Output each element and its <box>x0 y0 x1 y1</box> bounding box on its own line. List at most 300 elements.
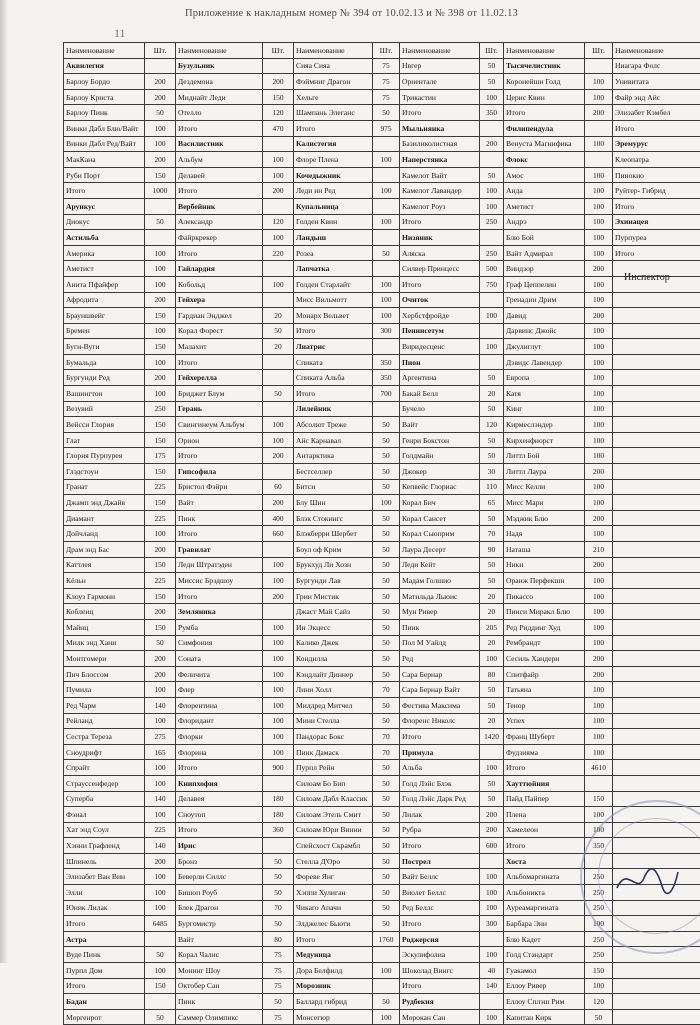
item-name: Гравилат <box>176 542 263 558</box>
item-qty: 100 <box>480 183 504 199</box>
item-qty: 75 <box>373 74 400 90</box>
item-qty: 100 <box>585 245 613 261</box>
table-row <box>64 167 700 183</box>
item-name: Юник Лилак <box>64 900 145 916</box>
item-name: Фудзияма <box>504 744 585 760</box>
item-qty: 50 <box>145 105 176 121</box>
item-name: Итого <box>294 931 373 947</box>
item-name: Леди Штратэден <box>176 557 263 573</box>
item-name: Флорина <box>176 744 263 760</box>
item-name: Вайт Беллс <box>400 869 480 885</box>
item-name: Морозник <box>294 978 373 994</box>
item-qty: 1760 <box>373 931 400 947</box>
item-qty: 50 <box>480 167 504 183</box>
item-qty: 100 <box>480 339 504 355</box>
table-row <box>64 152 700 168</box>
item-qty: 30 <box>480 464 504 480</box>
item-qty: 250 <box>145 401 176 417</box>
item-name: Мун Ривер <box>400 604 480 620</box>
item-name <box>613 1009 700 1025</box>
item-name: Блю Кадет <box>504 931 585 947</box>
item-qty: 250 <box>585 931 613 947</box>
item-name: Пайд Пайпер <box>504 791 585 807</box>
item-name: Барлоу Бордо <box>64 74 145 90</box>
item-name: Спрайт <box>64 760 145 776</box>
item-qty: 50 <box>373 510 400 526</box>
item-name: Лилак <box>400 807 480 823</box>
item-name: Пумила <box>64 682 145 698</box>
item-name: Рудбекия <box>400 994 480 1010</box>
item-name: Джулиглут <box>504 339 585 355</box>
item-qty: 50 <box>373 619 400 635</box>
item-name <box>613 526 700 542</box>
item-qty: 65 <box>480 495 504 511</box>
item-qty: 50 <box>480 775 504 791</box>
item-name: Фэнал <box>64 807 145 823</box>
item-name: Амос <box>504 167 585 183</box>
item-qty: 200 <box>585 510 613 526</box>
item-qty: 100 <box>585 183 613 199</box>
item-qty: 50 <box>263 853 294 869</box>
item-qty: 750 <box>480 276 504 292</box>
item-qty: 250 <box>585 947 613 963</box>
item-name <box>613 495 700 511</box>
item-qty: 100 <box>145 682 176 698</box>
item-name <box>613 978 700 994</box>
item-name: Астра <box>64 931 145 947</box>
item-name: Вайт <box>176 495 263 511</box>
item-name: Мисс Келли <box>504 479 585 495</box>
item-name: Примула <box>400 744 480 760</box>
item-qty: 100 <box>480 651 504 667</box>
item-qty: 350 <box>373 354 400 370</box>
item-qty <box>145 58 176 74</box>
item-qty: 50 <box>145 635 176 651</box>
item-qty <box>145 198 176 214</box>
item-name: Хоста <box>504 853 585 869</box>
item-name: Литтл Бой <box>504 448 585 464</box>
item-qty: 50 <box>585 1009 613 1025</box>
item-qty: 100 <box>585 354 613 370</box>
item-name: Низяник <box>400 230 480 246</box>
item-name: Коронейшн Голд <box>504 74 585 90</box>
item-name: Итого <box>294 323 373 339</box>
item-name: Медуница <box>294 947 373 963</box>
item-qty: 100 <box>585 744 613 760</box>
table-row <box>64 432 700 448</box>
item-name: Плена <box>504 807 585 823</box>
item-qty: 50 <box>263 869 294 885</box>
item-qty <box>373 230 400 246</box>
item-name: Аметист <box>64 261 145 277</box>
item-name: Бристол Фэйри <box>176 479 263 495</box>
item-qty: 50 <box>263 885 294 901</box>
column-header-qty: Шт. <box>145 43 176 59</box>
item-name: Катя <box>504 386 585 402</box>
item-name: Клеопатра <box>613 152 700 168</box>
item-name: Франц Шуберт <box>504 729 585 745</box>
item-name: Голдмайн <box>400 448 480 464</box>
item-name: Флоридант <box>176 713 263 729</box>
item-qty: 50 <box>373 651 400 667</box>
item-qty: 140 <box>145 697 176 713</box>
item-name: Эскулифолиа <box>400 947 480 963</box>
table-row <box>64 604 700 620</box>
item-qty: 275 <box>145 729 176 745</box>
item-name: Бриджет Блум <box>176 386 263 402</box>
item-name: Блэкберри Шербет <box>294 526 373 542</box>
item-qty: 200 <box>263 74 294 90</box>
item-qty: 100 <box>145 386 176 402</box>
item-name: Гайлардия <box>176 261 263 277</box>
item-qty: 75 <box>373 58 400 74</box>
item-qty: 100 <box>263 682 294 698</box>
item-qty: 20 <box>480 713 504 729</box>
item-qty: 205 <box>480 619 504 635</box>
item-qty: 50 <box>373 791 400 807</box>
item-name: Итого <box>64 183 145 199</box>
item-qty: 50 <box>373 760 400 776</box>
item-qty: 50 <box>480 401 504 417</box>
item-name: Хат энд Соул <box>64 822 145 838</box>
item-qty: 100 <box>585 417 613 433</box>
item-name: Дэвидс Лавендер <box>504 354 585 370</box>
item-name: Мисс Мари <box>504 495 585 511</box>
item-name: Аргентина <box>400 370 480 386</box>
item-qty <box>585 775 613 791</box>
item-qty: 70 <box>373 682 400 698</box>
item-qty: 200 <box>145 853 176 869</box>
item-qty: 100 <box>585 573 613 589</box>
item-qty <box>373 136 400 152</box>
item-qty <box>373 401 400 417</box>
item-qty: 50 <box>373 105 400 121</box>
item-name: Вайт Адмирал <box>504 245 585 261</box>
item-qty: 700 <box>373 386 400 402</box>
item-name <box>613 729 700 745</box>
item-qty: 50 <box>480 370 504 386</box>
item-qty: 150 <box>145 464 176 480</box>
item-name: Итого <box>400 978 480 994</box>
table-row <box>64 994 700 1010</box>
item-name: Итого <box>613 120 700 136</box>
item-name: Лини Холл <box>294 682 373 698</box>
item-qty: 200 <box>480 807 504 823</box>
item-name <box>613 713 700 729</box>
item-name: Итого <box>176 448 263 464</box>
item-qty: 50 <box>480 791 504 807</box>
item-name: Бумальда <box>64 354 145 370</box>
item-qty: 250 <box>585 869 613 885</box>
item-name: Пеннисетум <box>400 323 480 339</box>
table-row <box>64 775 700 791</box>
item-name: Итого <box>176 760 263 776</box>
item-name: Вейсси Глория <box>64 417 145 433</box>
item-name: Розеа <box>294 245 373 261</box>
item-qty: 50 <box>373 588 400 604</box>
item-name: Лиатрис <box>294 339 373 355</box>
table-row <box>64 448 700 464</box>
item-name: Сноудрифт <box>64 744 145 760</box>
item-name: Стелла Д'Оро <box>294 853 373 869</box>
item-name: Кэндлайт Диннер <box>294 666 373 682</box>
item-name <box>613 963 700 979</box>
item-qty: 100 <box>145 526 176 542</box>
item-name: Альбоникта <box>504 885 585 901</box>
item-name: Итого <box>176 822 263 838</box>
item-name <box>613 339 700 355</box>
item-name: Калистегия <box>294 136 373 152</box>
item-name: Лаура Десерт <box>400 542 480 558</box>
corner-mark: 11 <box>114 26 126 41</box>
table-row <box>64 74 700 90</box>
item-qty <box>373 339 400 355</box>
item-qty: 165 <box>145 744 176 760</box>
item-name <box>613 401 700 417</box>
item-name: Ред <box>400 651 480 667</box>
item-name: Эремурус <box>613 136 700 152</box>
item-qty: 200 <box>585 308 613 324</box>
item-name: Спиката <box>294 354 373 370</box>
item-qty: 20 <box>480 635 504 651</box>
item-name: Везувий <box>64 401 145 417</box>
item-name: Дарвинс Джойс <box>504 323 585 339</box>
item-qty: 100 <box>585 479 613 495</box>
item-name: Абсолют Треже <box>294 417 373 433</box>
item-name: Суперба <box>64 791 145 807</box>
item-qty: 200 <box>145 651 176 667</box>
item-qty: 100 <box>585 276 613 292</box>
item-name: Дойчланд <box>64 526 145 542</box>
item-name <box>613 510 700 526</box>
item-name: Венуста Магнифика <box>504 136 585 152</box>
item-qty: 100 <box>585 822 613 838</box>
item-name <box>613 448 700 464</box>
item-qty: 200 <box>145 604 176 620</box>
item-name: Моргенрот <box>64 1009 145 1025</box>
item-qty: 100 <box>145 775 176 791</box>
item-qty: 75 <box>263 947 294 963</box>
table-row <box>64 261 700 277</box>
item-name: Глат <box>64 432 145 448</box>
item-name: Генри Бокстон <box>400 432 480 448</box>
item-name <box>613 744 700 760</box>
item-name: Сноутоп <box>176 807 263 823</box>
table-row <box>64 651 700 667</box>
item-qty: 100 <box>145 900 176 916</box>
item-name: Грин Мистик <box>294 588 373 604</box>
item-name: Блу Шин <box>294 495 373 511</box>
item-qty: 40 <box>480 963 504 979</box>
item-qty: 120 <box>263 214 294 230</box>
item-qty: 100 <box>145 245 176 261</box>
item-name: Пинси Миракл Блю <box>504 604 585 620</box>
item-name: Надя <box>504 526 585 542</box>
item-name: Пол М Уайлд <box>400 635 480 651</box>
item-name: Роджерсия <box>400 931 480 947</box>
item-qty: 100 <box>263 417 294 433</box>
column-header-qty: Шт. <box>263 43 294 59</box>
item-name: Пурпл Дом <box>64 963 145 979</box>
item-qty: 200 <box>585 666 613 682</box>
item-name: Орион <box>176 432 263 448</box>
scan-shadow <box>0 0 8 963</box>
item-qty: 100 <box>263 276 294 292</box>
item-name: Голд Стандарт <box>504 947 585 963</box>
item-name <box>613 619 700 635</box>
column-header-name: Наименование <box>176 43 263 59</box>
item-name: Малахит <box>176 339 263 355</box>
table-row <box>64 791 700 807</box>
item-name: Пурпл Рейн <box>294 760 373 776</box>
item-qty: 20 <box>480 386 504 402</box>
item-name: Кирхенфиорст <box>504 432 585 448</box>
item-name: Итого <box>400 276 480 292</box>
item-name: Винки Дабл Блю/Вайт <box>64 120 145 136</box>
table-row <box>64 1009 700 1025</box>
item-qty: 250 <box>585 885 613 901</box>
item-qty: 175 <box>145 448 176 464</box>
item-qty <box>263 542 294 558</box>
item-name: Силоам Этель Смит <box>294 807 373 823</box>
item-name: Граф Цеппелин <box>504 276 585 292</box>
item-qty: 200 <box>585 557 613 573</box>
table-row <box>64 417 700 433</box>
item-name: Спитфайр <box>504 666 585 682</box>
item-name: Леди Кейт <box>400 557 480 573</box>
table-row <box>64 245 700 261</box>
item-qty: 50 <box>373 432 400 448</box>
item-name: Диокус <box>64 214 145 230</box>
item-name: Брукхуд Ли Хозн <box>294 557 373 573</box>
item-name: Бургомистр <box>176 916 263 932</box>
item-qty: 200 <box>585 105 613 121</box>
item-qty: 100 <box>373 292 400 308</box>
item-name: Сестра Тереза <box>64 729 145 745</box>
item-name: Анда <box>504 183 585 199</box>
item-name: Флорентина <box>176 697 263 713</box>
item-qty: 100 <box>373 183 400 199</box>
item-qty: 50 <box>373 464 400 480</box>
item-name: Монтгомери <box>64 651 145 667</box>
item-name: Бадан <box>64 994 145 1010</box>
item-name: Камелот Лавандер <box>400 183 480 199</box>
item-qty <box>263 198 294 214</box>
item-name: Глория Пурпурея <box>64 448 145 464</box>
item-qty: 140 <box>480 978 504 994</box>
item-name: Татьяна <box>504 682 585 698</box>
item-name: Капитан Кирк <box>504 1009 585 1025</box>
item-qty: 50 <box>263 994 294 1010</box>
table-row <box>64 635 700 651</box>
item-name: Ауреамаргината <box>504 900 585 916</box>
table-row <box>64 510 700 526</box>
item-qty: 100 <box>585 807 613 823</box>
item-name: Вайт <box>176 931 263 947</box>
item-qty: 225 <box>145 573 176 589</box>
item-name: Итого <box>504 838 585 854</box>
item-name: Бишоп Роуб <box>176 885 263 901</box>
item-qty: 50 <box>373 994 400 1010</box>
item-name: Аметист <box>504 198 585 214</box>
item-name: Ландыш <box>294 230 373 246</box>
item-qty: 250 <box>585 900 613 916</box>
item-name: Джамп энд Джайв <box>64 495 145 511</box>
item-qty: 20 <box>263 308 294 324</box>
item-name: Флер <box>176 682 263 698</box>
item-qty <box>480 292 504 308</box>
item-name: Хельге <box>294 89 373 105</box>
table-row <box>64 542 700 558</box>
item-qty: 300 <box>480 916 504 932</box>
item-name: Файркрекер <box>176 230 263 246</box>
item-name: Сара Бернар Вайт <box>400 682 480 698</box>
item-qty: 200 <box>263 588 294 604</box>
item-name: Церис Квин <box>504 89 585 105</box>
item-qty: 100 <box>263 152 294 168</box>
item-qty <box>373 261 400 277</box>
item-name: Пинк Дамаск <box>294 744 373 760</box>
item-name: Фэймниг Драгон <box>294 74 373 90</box>
item-name: Пострел <box>400 853 480 869</box>
item-name: Ники <box>504 557 585 573</box>
item-name: Силоам Юри Винни <box>294 822 373 838</box>
item-name: Хербстфройде <box>400 308 480 324</box>
item-qty: 100 <box>585 401 613 417</box>
item-qty: 100 <box>263 432 294 448</box>
item-qty: 100 <box>145 354 176 370</box>
item-qty: 200 <box>145 74 176 90</box>
item-qty: 200 <box>145 370 176 386</box>
item-qty <box>585 58 613 74</box>
item-qty: 100 <box>145 276 176 292</box>
item-name <box>613 666 700 682</box>
item-qty: 50 <box>373 573 400 589</box>
item-name: Пинк <box>400 619 480 635</box>
item-name: Голден Квин <box>294 214 373 230</box>
item-name: Итого <box>613 245 700 261</box>
item-name <box>613 775 700 791</box>
item-name: Виридесценс <box>400 339 480 355</box>
item-qty <box>263 401 294 417</box>
item-qty <box>145 230 176 246</box>
item-name: Ниагара Фолс <box>613 58 700 74</box>
item-name <box>613 994 700 1010</box>
table-row <box>64 744 700 760</box>
item-qty: 50 <box>373 526 400 542</box>
table-row <box>64 588 700 604</box>
item-qty: 50 <box>480 682 504 698</box>
item-name: Афродита <box>64 292 145 308</box>
item-qty: 70 <box>373 744 400 760</box>
item-name <box>613 760 700 776</box>
item-name: Пич Блоссом <box>64 666 145 682</box>
item-qty: 100 <box>585 916 613 932</box>
item-qty: 120 <box>263 105 294 121</box>
item-name: Мыльнянка <box>400 120 480 136</box>
item-name: Ирис <box>176 838 263 854</box>
item-qty: 150 <box>263 89 294 105</box>
item-qty: 100 <box>585 292 613 308</box>
item-qty: 100 <box>585 136 613 152</box>
item-qty: 150 <box>145 495 176 511</box>
item-name: Альба <box>400 760 480 776</box>
item-name: Астильба <box>64 230 145 246</box>
item-name: Гранат <box>64 479 145 495</box>
item-qty: 100 <box>145 963 176 979</box>
item-name: Вуде Пинк <box>64 947 145 963</box>
item-qty: 50 <box>373 666 400 682</box>
